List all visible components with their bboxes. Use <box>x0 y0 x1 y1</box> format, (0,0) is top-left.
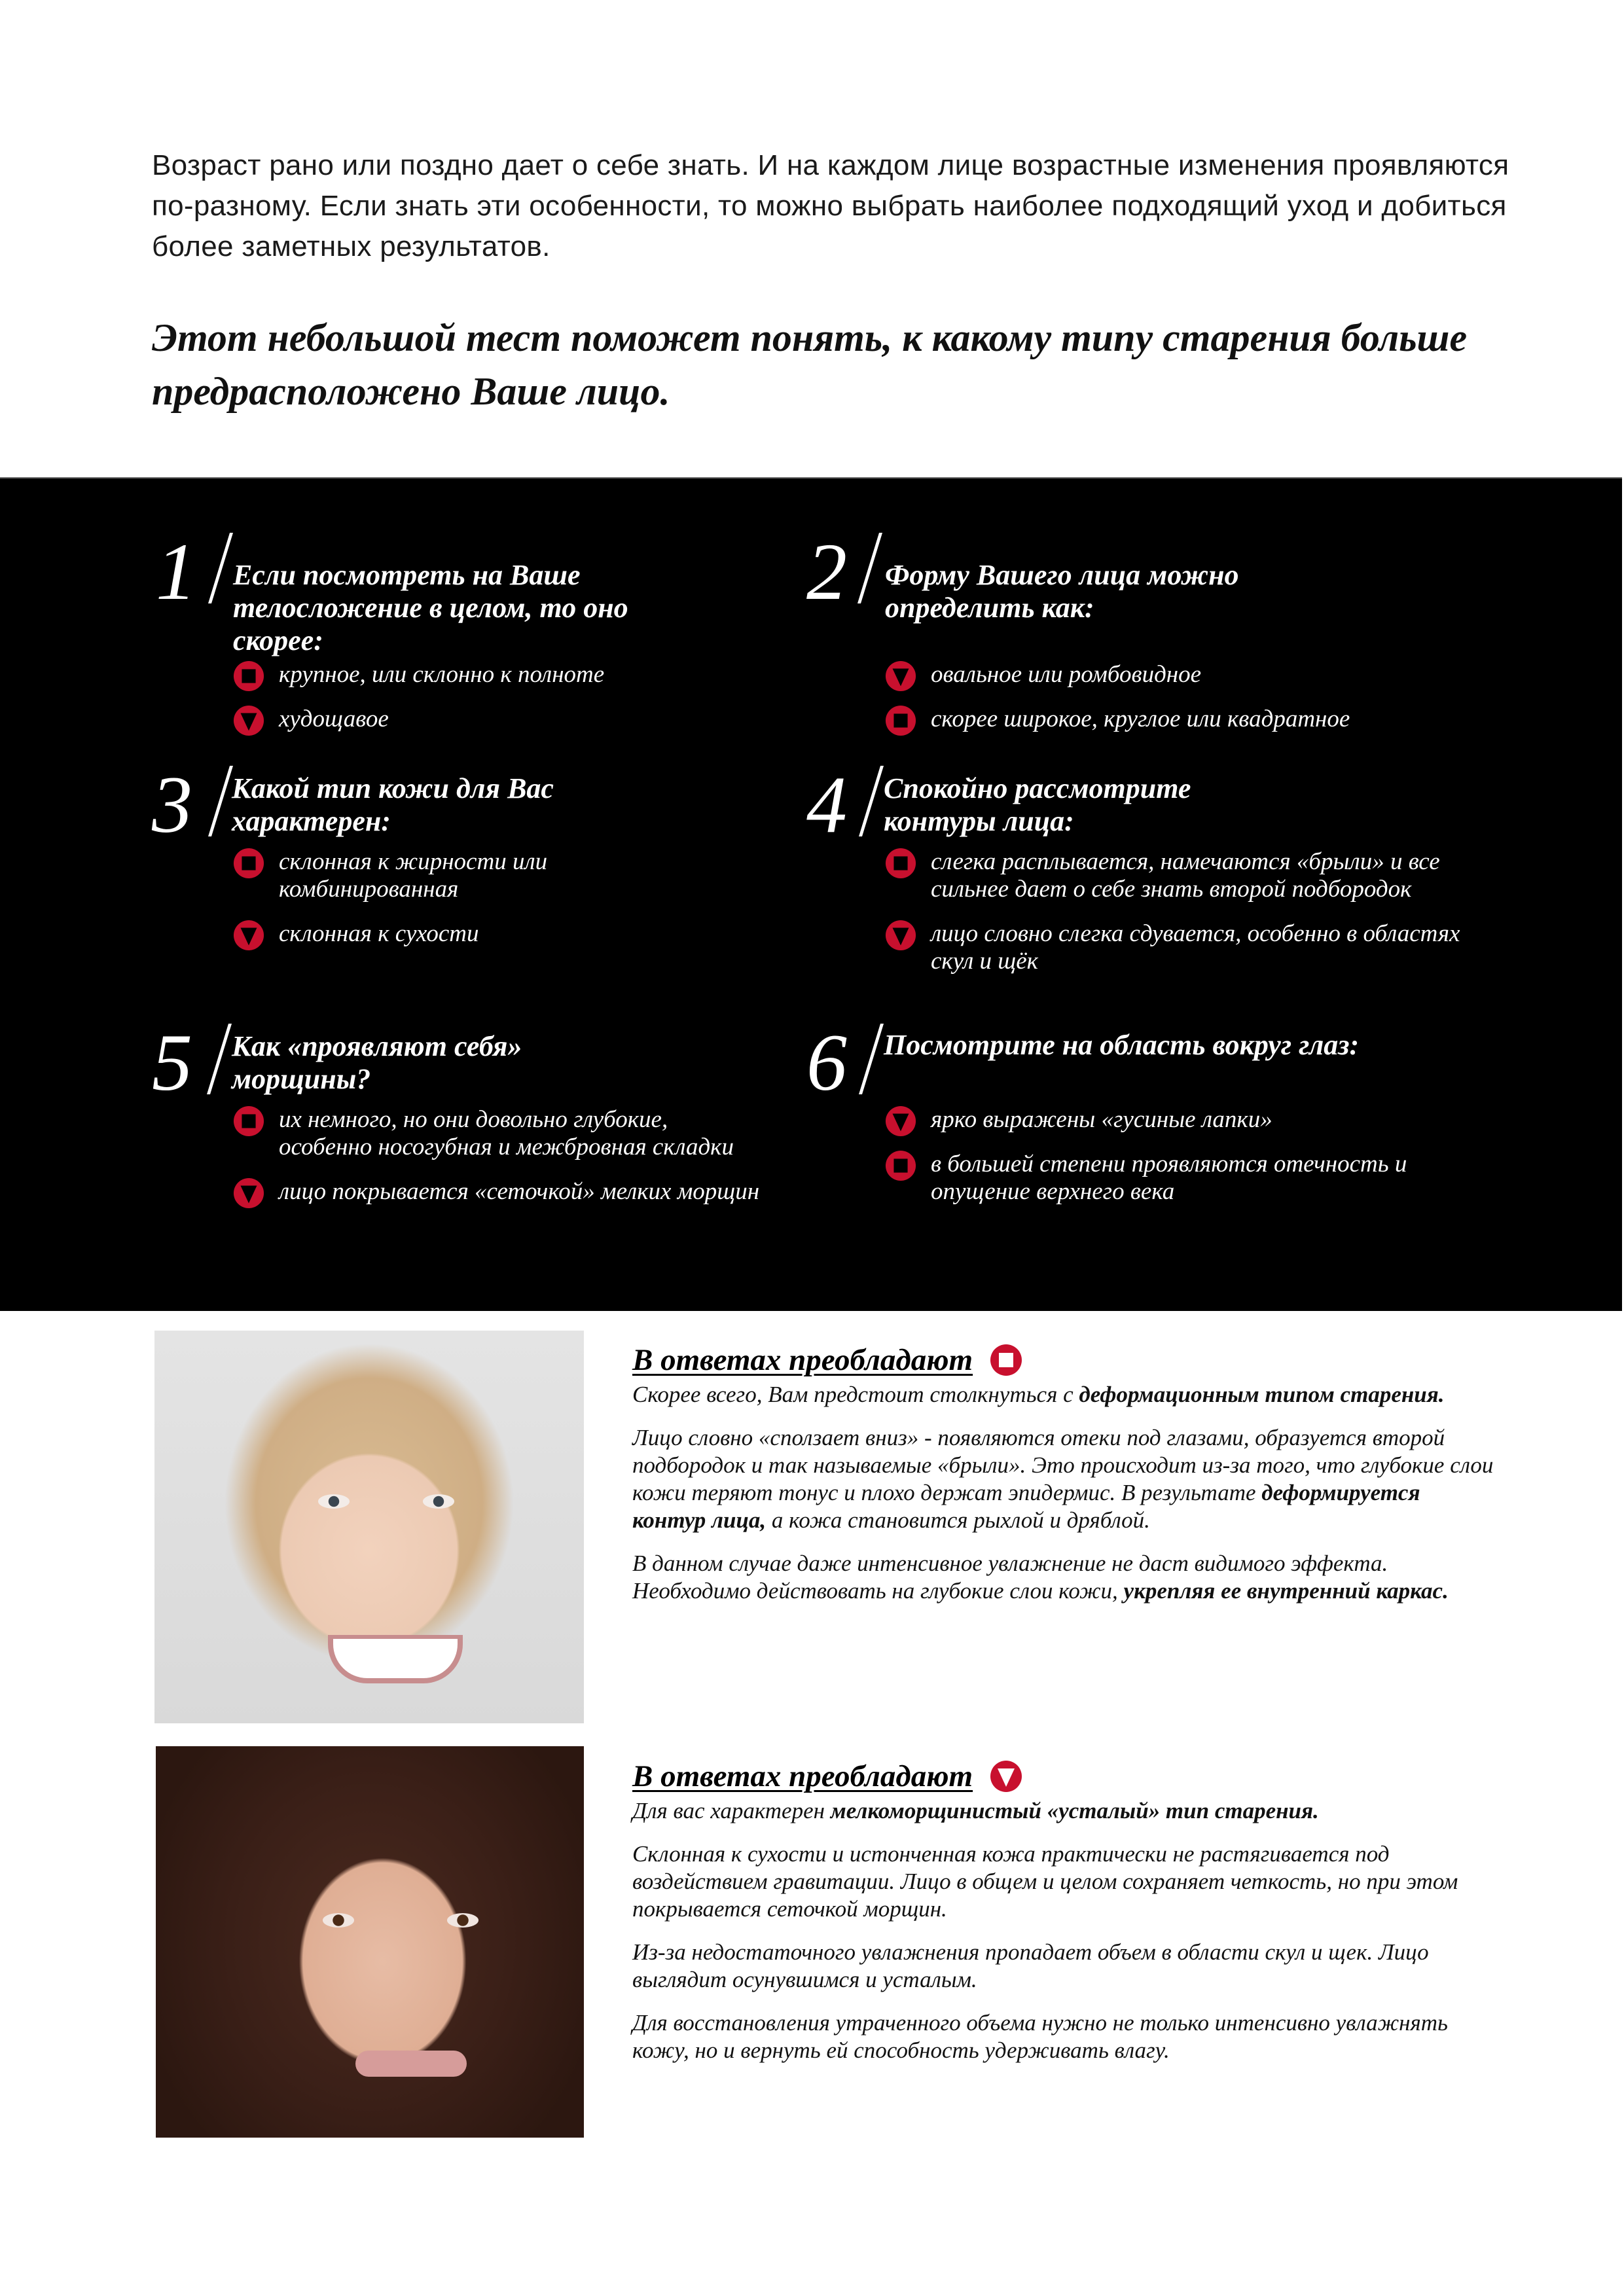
question-title: Форму Вашего лица можно определить как: <box>885 559 1239 624</box>
option-text: крупное, или склонно к полноте <box>279 661 605 688</box>
question-number: 6 <box>806 1018 847 1107</box>
answer-option[interactable] <box>233 1178 822 1206</box>
down-triangle-in-red-circle-icon <box>233 920 264 951</box>
portrait-photo-blonde-woman <box>154 1331 584 1723</box>
result-paragraph: Из-за недостаточного увлажнения пропадает объем в области скул и щек. Лицо выглядит осунувшимся и усталым. <box>632 1939 1429 1992</box>
square-in-red-circle-icon <box>885 1150 916 1181</box>
square-in-red-circle-icon <box>885 848 916 879</box>
result-paragraph: Для восстановления утраченного объема нужно не только интенсивно увлажнять кожу, но и вернуть ей способность удерживать влагу. <box>632 2010 1448 2063</box>
answer-option[interactable] <box>233 1106 822 1161</box>
option-text: склонная к сухости <box>279 920 479 947</box>
option-text: их немного, но они довольно глубокие, особенно носогубная и межбровная складки <box>279 1106 734 1160</box>
question-number: 5 <box>152 1018 192 1107</box>
result-heading: В ответах преобладают <box>632 1757 1496 1796</box>
result-paragraph: Для вас характерен мелкоморщинистый «усталый» тип старения. <box>632 1798 1319 1823</box>
down-triangle-in-red-circle-icon <box>233 1177 264 1209</box>
down-triangle-in-red-circle-icon <box>885 920 916 951</box>
eye <box>447 1913 478 1928</box>
down-triangle-in-red-circle-icon <box>885 660 916 692</box>
question-number: 4 <box>806 760 847 850</box>
answer-option[interactable] <box>885 706 1474 733</box>
option-text: лицо словно слегка сдувается, особенно в областях скул и щёк <box>931 920 1460 975</box>
question-title: Если посмотреть на Ваше телосложение в целом, то оно скорее: <box>233 559 628 656</box>
portrait-photo-brunette-woman <box>156 1746 584 2138</box>
result-paragraph: Лицо словно «сползает вниз» - появляются отеки под глазами, образуется второй подбородок и так называемые «брыли». Это происходит из-за того, что глубокие слои кожи теряют тонус и плохо держат эпидермис. В результате деформируется контур лица, а кожа становится рыхлой и дряблой. <box>632 1425 1494 1533</box>
option-text: ярко выражены «гусиные лапки» <box>931 1106 1272 1133</box>
eye <box>323 1913 354 1928</box>
option-text: слегка расплывается, намечаются «брыли» и все сильнее дает о себе знать второй подбородок <box>931 848 1440 903</box>
down-triangle-in-red-circle-icon <box>990 1760 1022 1793</box>
option-text: лицо покрывается «сеточкой» мелких морщин <box>279 1178 760 1205</box>
lead-heading: Этот небольшой тест поможет понять, к какому типу старения больше предрасположено Ваше лицо. <box>152 316 1468 413</box>
eye <box>318 1494 350 1509</box>
result-paragraph: Склонная к сухости и истонченная кожа практически не растягивается под воздействием гравитации. Лицо в общем и целом сохраняет четкость, но при этом покрывается сеточкой морщин. <box>632 1841 1458 1922</box>
question-number: 3 <box>152 760 192 850</box>
answer-option[interactable] <box>885 1106 1474 1134</box>
square-in-red-circle-icon <box>233 1105 264 1137</box>
mouth <box>328 1635 463 1683</box>
answer-option[interactable] <box>885 1151 1474 1206</box>
question-title: Спокойно рассмотрите контуры лица: <box>884 772 1191 837</box>
down-triangle-in-red-circle-icon <box>233 705 264 736</box>
result-heading: В ответах преобладают <box>632 1340 1496 1380</box>
square-in-red-circle-icon <box>885 705 916 736</box>
question-title: Посмотрите на область вокруг глаз: <box>884 1029 1360 1061</box>
option-text: худощавое <box>279 706 389 732</box>
question-number: 2 <box>806 527 847 617</box>
option-text: скорее широкое, круглое или квадратное <box>931 706 1350 732</box>
eye <box>423 1494 454 1509</box>
result-paragraph: Скорее всего, Вам предстоит столкнуться с деформационным типом старения. <box>632 1382 1445 1407</box>
square-in-red-circle-icon <box>990 1344 1022 1376</box>
result-paragraph: В данном случае даже интенсивное увлажнение не даст видимого эффекта. Необходимо действовать на глубокие слои кожи, укрепляя ее внутренний каркас. <box>632 1551 1449 1604</box>
intro-paragraph: Возраст рано или поздно дает о себе знать. И на каждом лице возрастные изменения проявляются по-разному. Если знать эти особенности, то можно выбрать наиболее подходящий уход и добиться более заметных результатов. <box>152 149 1509 262</box>
answer-option[interactable] <box>233 661 822 689</box>
down-triangle-in-red-circle-icon <box>885 1105 916 1137</box>
answer-option[interactable] <box>885 920 1474 975</box>
option-text: в большей степени проявляются отечность и опущение верхнего века <box>931 1151 1407 1205</box>
answer-option[interactable] <box>233 920 822 948</box>
option-text: овальное или ромбовидное <box>931 661 1202 688</box>
square-in-red-circle-icon <box>233 660 264 692</box>
answer-option[interactable] <box>233 706 822 733</box>
question-number: 1 <box>156 527 196 617</box>
answer-option[interactable] <box>233 848 822 903</box>
answer-option[interactable] <box>885 661 1474 689</box>
mouth <box>355 2051 467 2077</box>
square-in-red-circle-icon <box>233 848 264 879</box>
question-title: Какой тип кожи для Вас характерен: <box>232 772 554 837</box>
result-square <box>632 1340 1496 1621</box>
answer-option[interactable] <box>885 848 1474 903</box>
question-title: Как «проявляют себя» морщины? <box>232 1030 522 1095</box>
option-text: склонная к жирности или комбинированная <box>279 848 548 903</box>
result-triangle <box>632 1757 1496 2080</box>
